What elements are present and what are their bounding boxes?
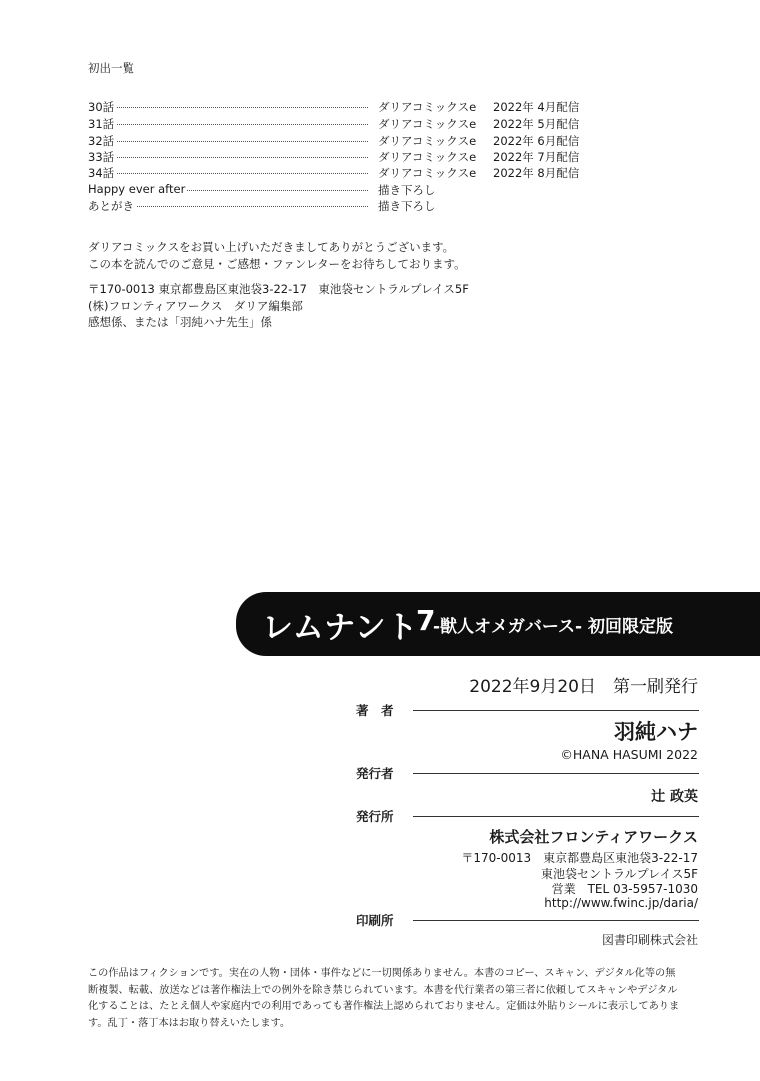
publish-date: 2022年9月20日 第一刷発行 (469, 677, 698, 697)
toc-date: 2022年 8月配信 (493, 166, 580, 180)
toc-date: 2022年 4月配信 (493, 100, 580, 114)
toc-row (88, 149, 588, 165)
toc-title: 31話 (88, 117, 115, 131)
section-title: 初出一覧 (88, 61, 134, 75)
publisher-address: 東池袋セントラルプレイス5F (541, 867, 698, 881)
toc-source: ダリアコミックスe (378, 150, 477, 164)
toc-row (88, 116, 588, 132)
divider (413, 816, 699, 817)
toc-row (88, 182, 588, 198)
copyright: ©HANA HASUMI 2022 (560, 747, 698, 762)
toc-source: ダリアコミックスe (378, 100, 477, 114)
address-line: (株)フロンティアワークス ダリア編集部 (88, 299, 303, 313)
address-line: 〒170-0013 東京都豊島区東池袋3-22-17 東池袋セントラルプレイス5F (88, 282, 469, 296)
toc-title: 30話 (88, 100, 115, 114)
thanks-line: ダリアコミックスをお買い上げいただきましてありがとうございます。 (88, 240, 455, 254)
book-volume: 7 (416, 604, 436, 637)
toc-row (88, 165, 588, 181)
notice-line: 化することは、たとえ個人や家庭内での利用であっても著作権法上認められておりません。定価は外貼りシールに表示してありま (88, 1001, 680, 1012)
toc-row (88, 99, 588, 115)
notice-line: 断複製、転載、放送などは著作権法上での例外を除き禁じられています。本書を代行業者の第三者に依頼してスキャンやデジタル (88, 984, 678, 996)
leader-dots (88, 124, 368, 125)
printer-label: 印刷所 (356, 913, 394, 928)
divider (413, 920, 699, 921)
toc-source: ダリアコミックスe (378, 117, 477, 131)
leader-dots (88, 141, 368, 142)
divider (413, 710, 699, 711)
publisher-name: 株式会社フロンティアワークス (489, 828, 698, 846)
leader-dots (88, 157, 368, 158)
toc-date: 2022年 7月配信 (493, 150, 580, 164)
book-title-bar (236, 592, 760, 656)
publisher-address: 〒170-0013 東京都豊島区東池袋3-22-17 (461, 851, 698, 865)
leader-dots (88, 173, 368, 174)
book-title: レムナント (262, 610, 419, 646)
toc-row (88, 198, 588, 214)
notice-line: この作品はフィクションです。実在の人物・団体・事件などに一切関係ありません。本書のコピー、スキャン、デジタル化等の無 (88, 968, 676, 979)
toc-title: あとがき (88, 199, 134, 213)
thanks-line: この本を読んでのご意見・ご感想・ファンレターをお待ちしております。 (88, 257, 466, 271)
toc-row (88, 133, 588, 149)
toc-source: 描き下ろし (378, 199, 436, 213)
toc-source: ダリアコミックスe (378, 166, 477, 180)
toc-title: 34話 (88, 166, 115, 180)
author-label: 著 者 (356, 703, 394, 718)
publisher-url: http://www.fwinc.jp/daria/ (544, 896, 698, 910)
address-line: 感想係、または「羽純ハナ先生」係 (88, 315, 272, 329)
author-name: 羽純ハナ (614, 720, 698, 744)
legal-notice (88, 966, 708, 1032)
toc-title: Happy ever after (88, 182, 186, 196)
notice-line: す。乱丁・落丁本はお取り替えいたします。 (88, 1017, 291, 1029)
toc-date: 2022年 6月配信 (493, 134, 580, 148)
toc-title: 33話 (88, 150, 115, 164)
toc-date: 2022年 5月配信 (493, 117, 580, 131)
publisher-label: 発行所 (356, 809, 394, 824)
divider (413, 773, 699, 774)
publisher-person-label: 発行者 (356, 766, 394, 781)
toc-title: 32話 (88, 134, 115, 148)
book-subtitle: -獣人オメガバース- 初回限定版 (433, 617, 674, 637)
toc-source: ダリアコミックスe (378, 134, 477, 148)
printer-name: 図書印刷株式会社 (601, 933, 698, 947)
toc-source: 描き下ろし (378, 183, 436, 197)
publisher-tel: 営業 TEL 03-5957-1030 (551, 882, 698, 896)
publisher-person: 辻 政英 (651, 789, 698, 805)
leader-dots (88, 107, 368, 108)
